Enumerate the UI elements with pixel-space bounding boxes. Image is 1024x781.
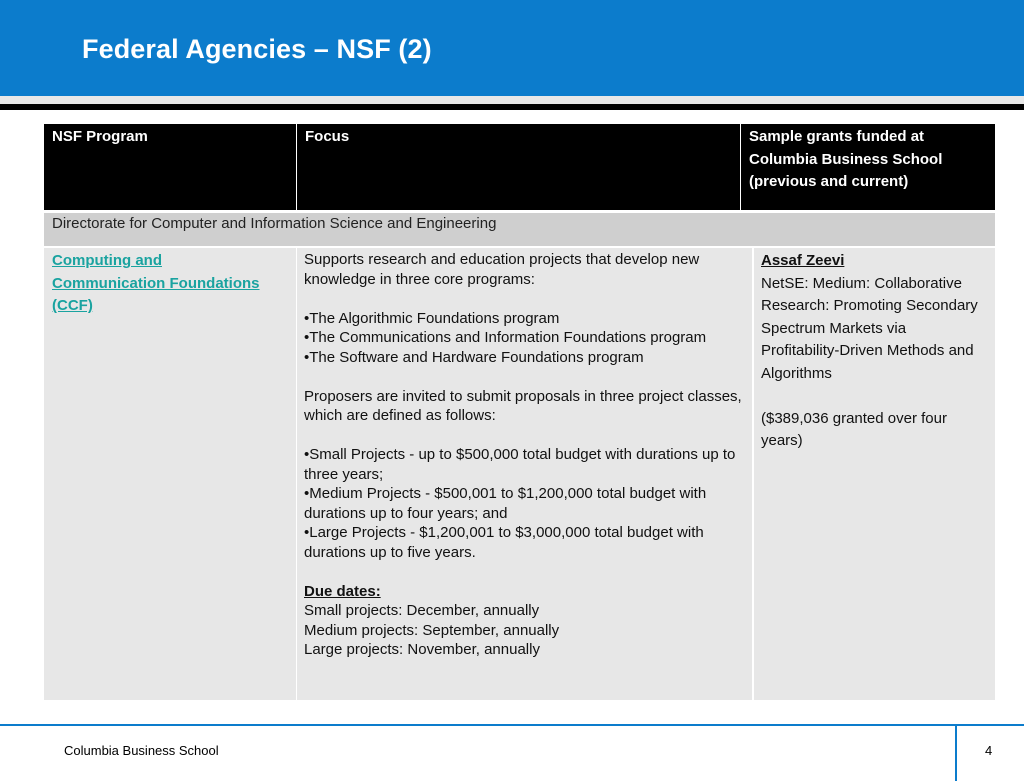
project-class-item: •Large Projects - $1,200,001 to $3,000,000 total budget with durations up to five years. <box>304 524 704 561</box>
focus-intro: Supports research and education projects that develop new knowledge in three core programs: <box>304 251 700 288</box>
due-dates-label: Due dates: <box>304 582 381 600</box>
footer-school-name: Columbia Business School <box>64 743 219 758</box>
nsf-program-table <box>44 124 995 700</box>
title-bar <box>0 0 1024 96</box>
program-cell <box>44 248 296 700</box>
title-divider-black <box>0 104 1024 110</box>
page-number: 4 <box>985 743 993 758</box>
project-class-item: •Medium Projects - $500,001 to $1,200,000 total budget with durations up to four years; and <box>304 485 707 522</box>
core-program-item: •The Algorithmic Foundations program <box>304 309 560 327</box>
due-date-item: Small projects: December, annually <box>304 602 540 619</box>
footer-divider <box>0 724 1024 726</box>
core-program-item: •The Communications and Information Foundations program <box>304 329 707 346</box>
program-name-line: Communication Foundations <box>52 274 260 292</box>
program-name-line: Computing and <box>52 252 162 269</box>
header-focus: Focus <box>297 124 740 210</box>
header-sample-grants: Sample grants funded at Columbia Business School (previous and current) <box>741 124 995 210</box>
project-class-item: •Small Projects - up to $500,000 total budget with durations up to three years; <box>304 446 736 483</box>
footer-page-divider <box>955 726 957 781</box>
program-name-line: (CCF) <box>52 297 93 314</box>
due-date-item: Medium projects: September, annually <box>304 621 560 639</box>
core-program-item: •The Software and Hardware Foundations program <box>304 348 644 366</box>
header-nsf-program: NSF Program <box>44 124 296 210</box>
program-link-ccf[interactable] <box>52 250 288 318</box>
title-divider-gray <box>0 96 1024 104</box>
due-date-item: Large projects: November, annually <box>304 641 540 658</box>
grant-investigator: Assaf Zeevi <box>761 252 845 269</box>
classes-intro: Proposers are invited to submit proposals in three project classes, which are defined as follows: <box>304 387 742 424</box>
page-title: Federal Agencies – NSF (2) <box>82 34 432 64</box>
grant-description: NetSE: Medium: Collaborative Research: Promoting Secondary Spectrum Markets via Profitability-Driven Methods and Algorithms <box>761 274 978 382</box>
grant-cell <box>754 248 995 700</box>
grant-amount: ($389,036 granted over four years) <box>761 409 947 449</box>
focus-cell <box>297 248 752 700</box>
directorate-row: Directorate for Computer and Information Science and Engineering <box>44 213 995 246</box>
